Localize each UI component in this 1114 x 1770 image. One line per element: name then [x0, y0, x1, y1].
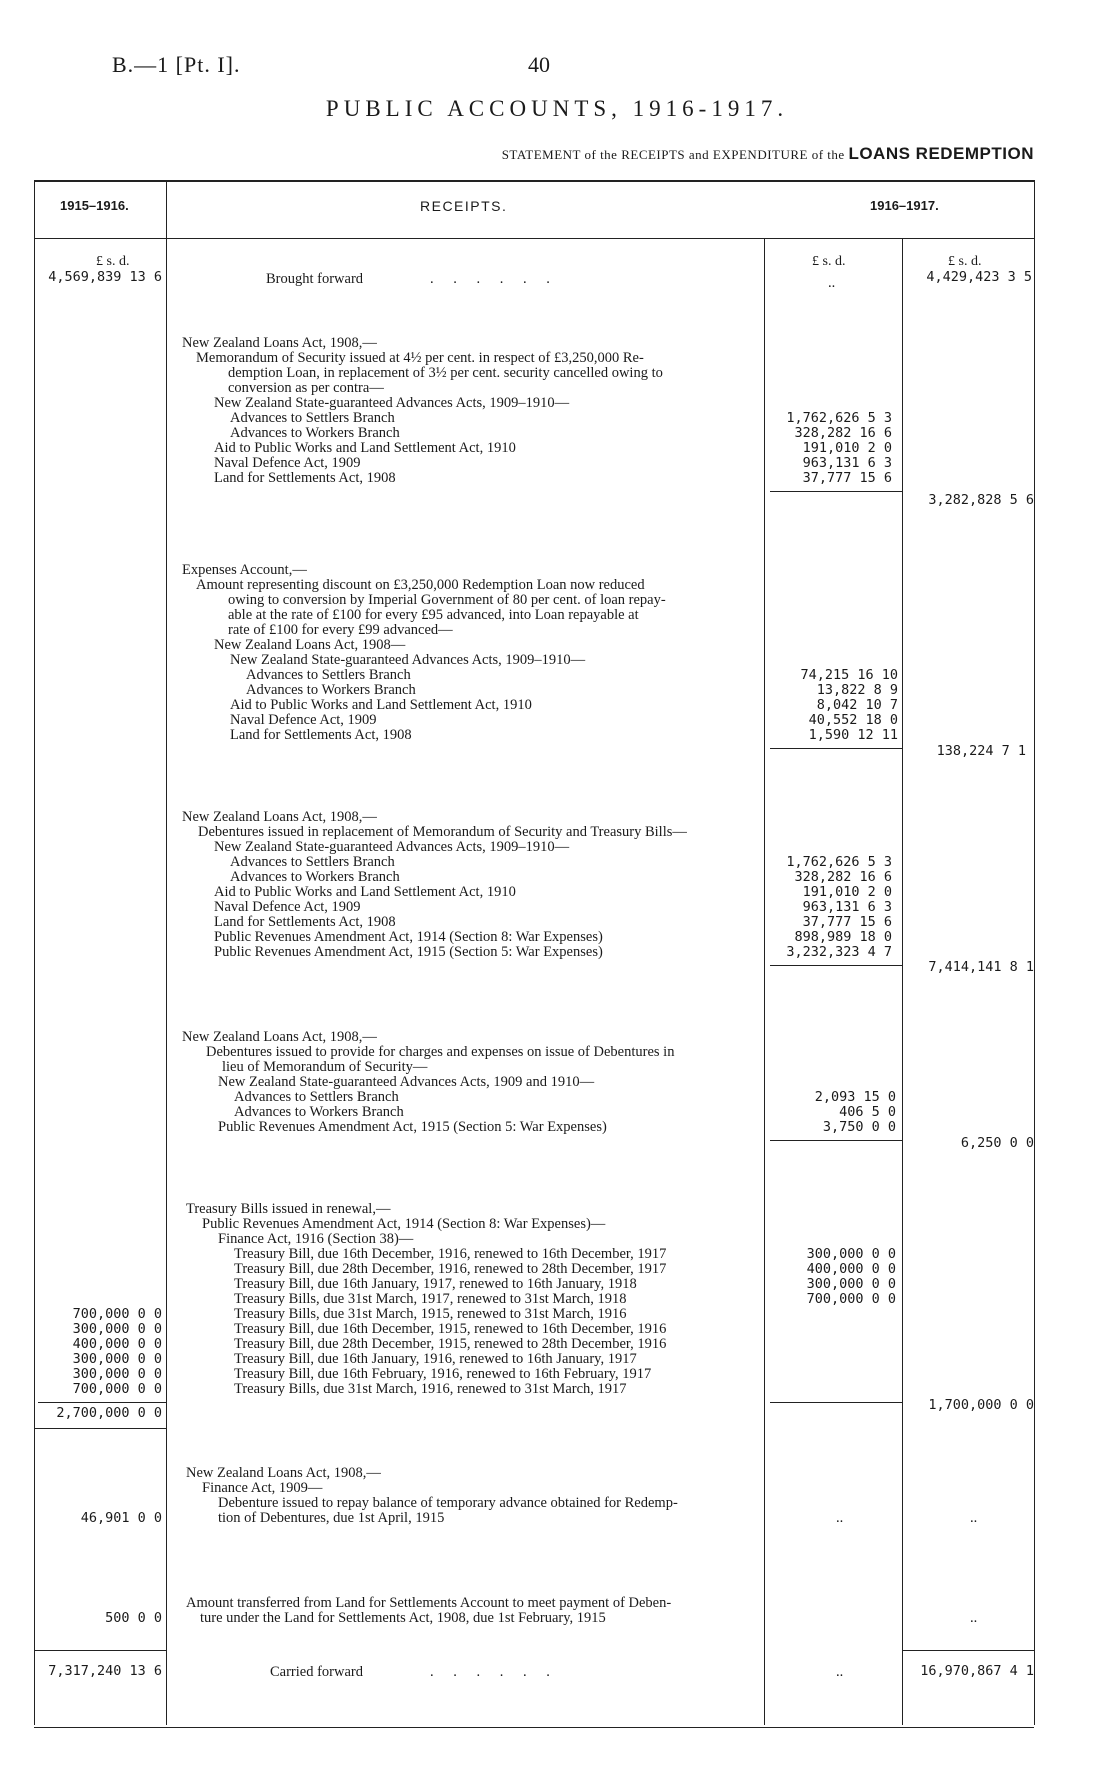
section3-item: Public Revenues Amendment Act, 1914 (Section 8: War Expenses): [214, 929, 603, 945]
leader-dots: . . . . . .: [430, 1664, 558, 1680]
leader-dots: ..: [970, 1610, 978, 1626]
section5-item: Treasury Bill, due 16th December, 1916, renewed to 16th December, 1917: [234, 1246, 667, 1262]
section2-item: Land for Settlements Act, 1908: [230, 727, 412, 743]
subtotal-rule: [770, 491, 902, 492]
section5-amount: 300,000 0 0: [806, 1276, 896, 1292]
section6-line: New Zealand Loans Act, 1908,—: [186, 1465, 381, 1481]
section4-item: Advances to Workers Branch: [234, 1104, 404, 1120]
section5-amount: 400,000 0 0: [806, 1261, 896, 1277]
section2-line: able at the rate of £100 for every £95 advanced, into Loan repayable at: [228, 607, 639, 623]
prev-subtotal-rule: [38, 1402, 166, 1403]
leader-dots: ..: [828, 275, 836, 291]
section5-item: Treasury Bill, due 16th February, 1916, renewed to 16th February, 1917: [234, 1366, 652, 1382]
section4-line: New Zealand Loans Act, 1908,—: [182, 1029, 377, 1045]
statement-heading: [502, 144, 1034, 164]
leader-dots: . . . . . .: [430, 271, 558, 287]
section5-item: Treasury Bills, due 31st March, 1915, renewed to 31st March, 1916: [234, 1306, 627, 1322]
statement-prefix: STATEMENT of the RECEIPTS and EXPENDITURE of the: [501, 147, 845, 162]
section1-amount: 191,010 2 0: [802, 440, 892, 456]
prev-total-rule: [34, 1650, 166, 1651]
section2-amount: 13,822 8 9: [816, 682, 898, 698]
table-right-rule: [1034, 180, 1035, 1725]
section4-amount: 3,750 0 0: [822, 1119, 896, 1135]
section1-amount: 963,131 6 3: [802, 455, 892, 471]
section3-item: Aid to Public Works and Land Settlement Act, 1910: [214, 884, 516, 900]
carried-forward-prev: 7,317,240 13 6: [48, 1663, 162, 1679]
unit-label-right: £ s. d.: [948, 254, 982, 269]
section1-item: Naval Defence Act, 1909: [214, 455, 361, 471]
section3-line: Debentures issued in replacement of Memorandum of Security and Treasury Bills—: [198, 824, 687, 840]
section2-item: Naval Defence Act, 1909: [230, 712, 377, 728]
section1-item: Advances to Settlers Branch: [230, 410, 395, 426]
section4-amount: 2,093 15 0: [814, 1089, 896, 1105]
page-title: PUBLIC ACCOUNTS, 1916-1917.: [325, 96, 789, 121]
section2-line: New Zealand State-guaranteed Advances Acts, 1909–1910—: [230, 652, 586, 668]
section1-item: Land for Settlements Act, 1908: [214, 470, 396, 486]
section1-amount: 1,762,626 5 3: [786, 410, 892, 426]
section5-prev-amount: 700,000 0 0: [72, 1381, 162, 1397]
section2-line: Expenses Account,—: [182, 562, 307, 578]
section5-prev-amount: 700,000 0 0: [72, 1306, 162, 1322]
leader-dots: ..: [836, 1664, 844, 1680]
section2-line: rate of £100 for every £99 advanced—: [228, 622, 453, 638]
section5-item: Treasury Bill, due 16th December, 1915, renewed to 16th December, 1916: [234, 1321, 667, 1337]
section1-line: New Zealand Loans Act, 1908,—: [182, 335, 377, 351]
brought-forward-label: Brought forward: [266, 271, 364, 287]
section2-line: New Zealand Loans Act, 1908—: [214, 637, 406, 653]
leader-dots: ..: [836, 1510, 844, 1526]
section5-item: Treasury Bill, due 16th January, 1916, renewed to 16th January, 1917: [234, 1351, 637, 1367]
subtotal-rule: [770, 965, 902, 966]
section5-item: Treasury Bill, due 28th December, 1915, renewed to 28th December, 1916: [234, 1336, 667, 1352]
col-heading-receipts: RECEIPTS.: [420, 198, 508, 214]
section2-line: Amount representing discount on £3,250,000 Redemption Loan now reduced: [196, 577, 645, 593]
section2-amount: 40,552 18 0: [808, 712, 898, 728]
section3-amount: 37,777 15 6: [802, 914, 892, 930]
section7-line: ture under the Land for Settlements Act, 1908, due 1st February, 1915: [200, 1610, 606, 1626]
section3-item: Public Revenues Amendment Act, 1915 (Section 5: War Expenses): [214, 944, 603, 960]
section2-item: Advances to Workers Branch: [246, 682, 416, 698]
section4-line: Debentures issued to provide for charges and expenses on issue of Debentures in: [206, 1044, 675, 1060]
statement-account-name: LOANS REDEMPTION: [848, 144, 1034, 163]
section3-line: New Zealand Loans Act, 1908,—: [182, 809, 377, 825]
section4-line: lieu of Memorandum of Security—: [222, 1059, 428, 1075]
subtotal-rule: [770, 1140, 902, 1141]
section5-item: Treasury Bill, due 28th December, 1916, renewed to 28th December, 1917: [234, 1261, 667, 1277]
leader-dots: ..: [970, 1510, 978, 1526]
section5-line: Public Revenues Amendment Act, 1914 (Section 8: War Expenses)—: [202, 1216, 606, 1232]
section4-item: Advances to Settlers Branch: [234, 1089, 399, 1105]
section5-item: Treasury Bills, due 31st March, 1916, renewed to 31st March, 1917: [234, 1381, 627, 1397]
section1-item: Aid to Public Works and Land Settlement Act, 1910: [214, 440, 516, 456]
section3-item: Naval Defence Act, 1909: [214, 899, 361, 915]
col-rule-prev: [166, 180, 167, 1725]
section4-amount: 406 5 0: [839, 1104, 896, 1120]
section3-amount: 191,010 2 0: [802, 884, 892, 900]
section1-line: demption Loan, in replacement of 3½ per cent. security cancelled owing to: [228, 365, 663, 381]
section2-amount: 74,215 16 10: [800, 667, 898, 683]
carried-forward-label: Carried forward: [270, 1664, 363, 1680]
col-heading-cur-year: 1916–1917.: [870, 198, 939, 213]
prev-subtotal-rule: [34, 1428, 166, 1429]
section5-amount: 300,000 0 0: [806, 1246, 896, 1262]
section5-total: 1,700,000 0 0: [928, 1397, 1034, 1413]
total-rule: [902, 1650, 1034, 1651]
section1-total: 3,282,828 5 6: [928, 492, 1034, 508]
section3-item: Advances to Settlers Branch: [230, 854, 395, 870]
section2-total: 138,224 7 1: [936, 743, 1026, 759]
page-reference: B.—1 [Pt. I].: [112, 52, 241, 77]
col-heading-prev-year: 1915–1916.: [60, 198, 129, 213]
section3-total: 7,414,141 8 1: [928, 959, 1034, 975]
section3-amount: 1,762,626 5 3: [786, 854, 892, 870]
col-rule-mid: [764, 238, 765, 1725]
section5-item: Treasury Bills, due 31st March, 1917, renewed to 31st March, 1918: [234, 1291, 627, 1307]
section5-prev-total: 2,700,000 0 0: [56, 1405, 162, 1421]
section6-prev: 46,901 0 0: [80, 1510, 162, 1526]
section4-line: New Zealand State-guaranteed Advances Acts, 1909 and 1910—: [218, 1074, 595, 1090]
section1-line: New Zealand State-guaranteed Advances Acts, 1909–1910—: [214, 395, 570, 411]
section2-item: Aid to Public Works and Land Settlement Act, 1910: [230, 697, 532, 713]
table-left-rule: [34, 180, 35, 1725]
subtotal-rule: [770, 748, 902, 749]
section2-amount: 1,590 12 11: [808, 727, 898, 743]
section6-line: Debenture issued to repay balance of temporary advance obtained for Redemp-: [218, 1495, 678, 1511]
section5-prev-amount: 400,000 0 0: [72, 1336, 162, 1352]
section3-item: Land for Settlements Act, 1908: [214, 914, 396, 930]
unit-label-prev: £ s. d.: [96, 254, 130, 269]
section2-line: owing to conversion by Imperial Government of 80 per cent. of loan repay-: [228, 592, 666, 608]
section3-amount: 3,232,323 4 7: [786, 944, 892, 960]
section7-prev: 500 0 0: [105, 1610, 162, 1626]
unit-label-mid: £ s. d.: [812, 254, 846, 269]
brought-forward-total: 4,429,423 3 5: [926, 269, 1032, 285]
section2-item: Advances to Settlers Branch: [246, 667, 411, 683]
section5-item: Treasury Bill, due 16th January, 1917, renewed to 16th January, 1918: [234, 1276, 637, 1292]
section2-amount: 8,042 10 7: [816, 697, 898, 713]
section1-line: conversion as per contra—: [228, 380, 384, 396]
section5-line: Finance Act, 1916 (Section 38)—: [218, 1231, 414, 1247]
col-rule-detail: [902, 238, 903, 1725]
brought-forward-prev: 4,569,839 13 6: [48, 269, 162, 285]
section5-amount: 700,000 0 0: [806, 1291, 896, 1307]
section1-line: Memorandum of Security issued at 4½ per cent. in respect of £3,250,000 Re-: [196, 350, 644, 366]
header-divider: [34, 238, 1034, 239]
page-number: 40: [528, 52, 550, 77]
section3-amount: 963,131 6 3: [802, 899, 892, 915]
section1-item: Advances to Workers Branch: [230, 425, 400, 441]
section3-amount: 328,282 16 6: [794, 869, 892, 885]
section3-amount: 898,989 18 0: [794, 929, 892, 945]
section6-line: Finance Act, 1909—: [202, 1480, 323, 1496]
section4-total: 6,250 0 0: [960, 1135, 1034, 1151]
section5-prev-amount: 300,000 0 0: [72, 1351, 162, 1367]
section1-amount: 328,282 16 6: [794, 425, 892, 441]
section6-line: tion of Debentures, due 1st April, 1915: [218, 1510, 445, 1526]
section1-amount: 37,777 15 6: [802, 470, 892, 486]
section7-line: Amount transferred from Land for Settlements Account to meet payment of Deben-: [186, 1595, 672, 1611]
section5-prev-amount: 300,000 0 0: [72, 1321, 162, 1337]
carried-forward-total: 16,970,867 4 1: [920, 1663, 1034, 1679]
section4-item: Public Revenues Amendment Act, 1915 (Section 5: War Expenses): [218, 1119, 607, 1135]
section3-item: Advances to Workers Branch: [230, 869, 400, 885]
section5-prev-amount: 300,000 0 0: [72, 1366, 162, 1382]
section3-line: New Zealand State-guaranteed Advances Acts, 1909–1910—: [214, 839, 570, 855]
section5-line: Treasury Bills issued in renewal,—: [186, 1201, 391, 1217]
subtotal-rule: [770, 1402, 902, 1403]
